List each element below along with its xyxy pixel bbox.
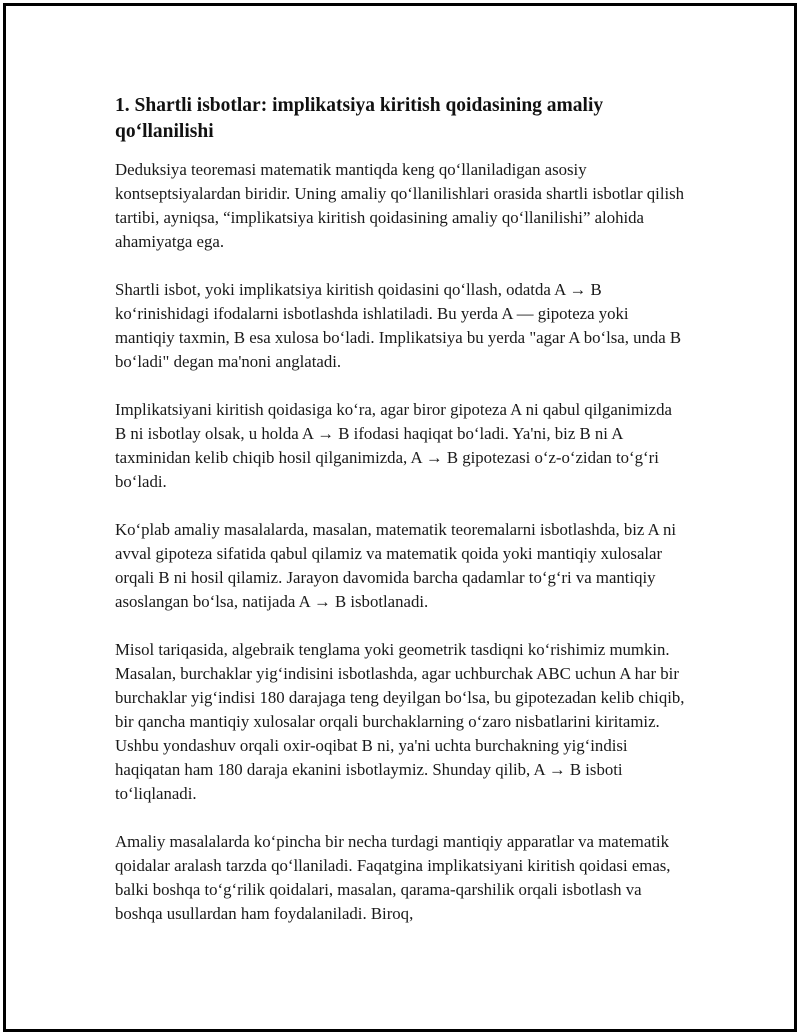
paragraph-mixed-methods: Amaliy masalalarda ko‘pincha bir necha turdagi mantiqiy apparatlar va matematik qoidalar aralash tarzda qo‘llaniladi. Faqatgina implikatsiyani kiritish qoidasi emas, balki boshqa to‘g‘rilik qoidalari, masalan, qarama-qarshilik orqali isbotlash va boshqa usullardan ham foydalaniladi. Biroq, bbox=[115, 832, 671, 923]
paragraph-implication-rule: Implikatsiyani kiritish qoidasiga ko‘ra, agar biror gipoteza A ni qabul qilganimizda B ni isbotlay olsak, u holda A → B ifodasi haqiqat bo‘ladi. Ya'ni, biz B ni A taxminidan kelib chiqib hosil qilganimizda, A → B gipotezasi o‘z-o‘zidan to‘g‘ri bo‘ladi. bbox=[115, 400, 672, 491]
section-heading: 1. Shartli isbotlar: implikatsiya kiritish qoidasining amaliy qo‘llanilishi bbox=[115, 95, 604, 142]
paragraph-deduction-theorem: Deduksiya teoremasi matematik mantiqda keng qo‘llaniladigan asosiy kontseptsiyalardan biridir. Uning amaliy qo‘llanilishlari orasida shartli isbotlar qilish tartibi, ayniqsa, “implikatsiya kiritish qoidasining amaliy qo‘llanilishi” alohida ahamiyatga ega. bbox=[115, 160, 685, 251]
document-body bbox=[115, 93, 685, 950]
paragraph-practical-problems: Ko‘plab amaliy masalalarda, masalan, matematik teoremalarni isbotlashda, biz A ni avval gipoteza sifatida qabul qilamiz va matematik qoida yoki mantiqiy xulosalar orqali B ni hosil qilamiz. Jarayon davomida barcha qadamlar to‘g‘ri va mantiqiy asoslangan bo‘lsa, natijada A → B isbotlanadi. bbox=[115, 520, 677, 611]
paragraph-conditional-proof: Shartli isbot, yoki implikatsiya kiritish qoidasini qo‘llash, odatda A → B ko‘rinishidagi ifodalarni isbotlashda ishlatiladi. Bu yerda A — gipoteza yoki mantiqiy taxmin, B esa xulosa bo‘ladi. Implikatsiya bu yerda "agar A bo‘lsa, unda B bo‘ladi" degan ma'noni anglatadi. bbox=[115, 280, 682, 371]
paragraph-example: Misol tariqasida, algebraik tenglama yoki geometrik tasdiqni ko‘rishimiz mumkin. Masalan, burchaklar yig‘indisini isbotlashda, agar uchburchak ABC uchun A har bir burchaklar yig‘indisi 180 darajaga teng deyilgan bo‘lsa, bu gipotezadan kelib chiqib, bir qancha mantiqiy xulosalar orqali burchaklarning o‘zaro nisbatlarini kiritamiz. Ushbu yondashuv orqali oxir-oqibat B ni, ya'ni uchta burchakning yig‘indisi haqiqatan ham 180 daraja ekanini isbotlaymiz. Shunday qilib, A → B isboti to‘liqlanadi. bbox=[115, 640, 685, 803]
